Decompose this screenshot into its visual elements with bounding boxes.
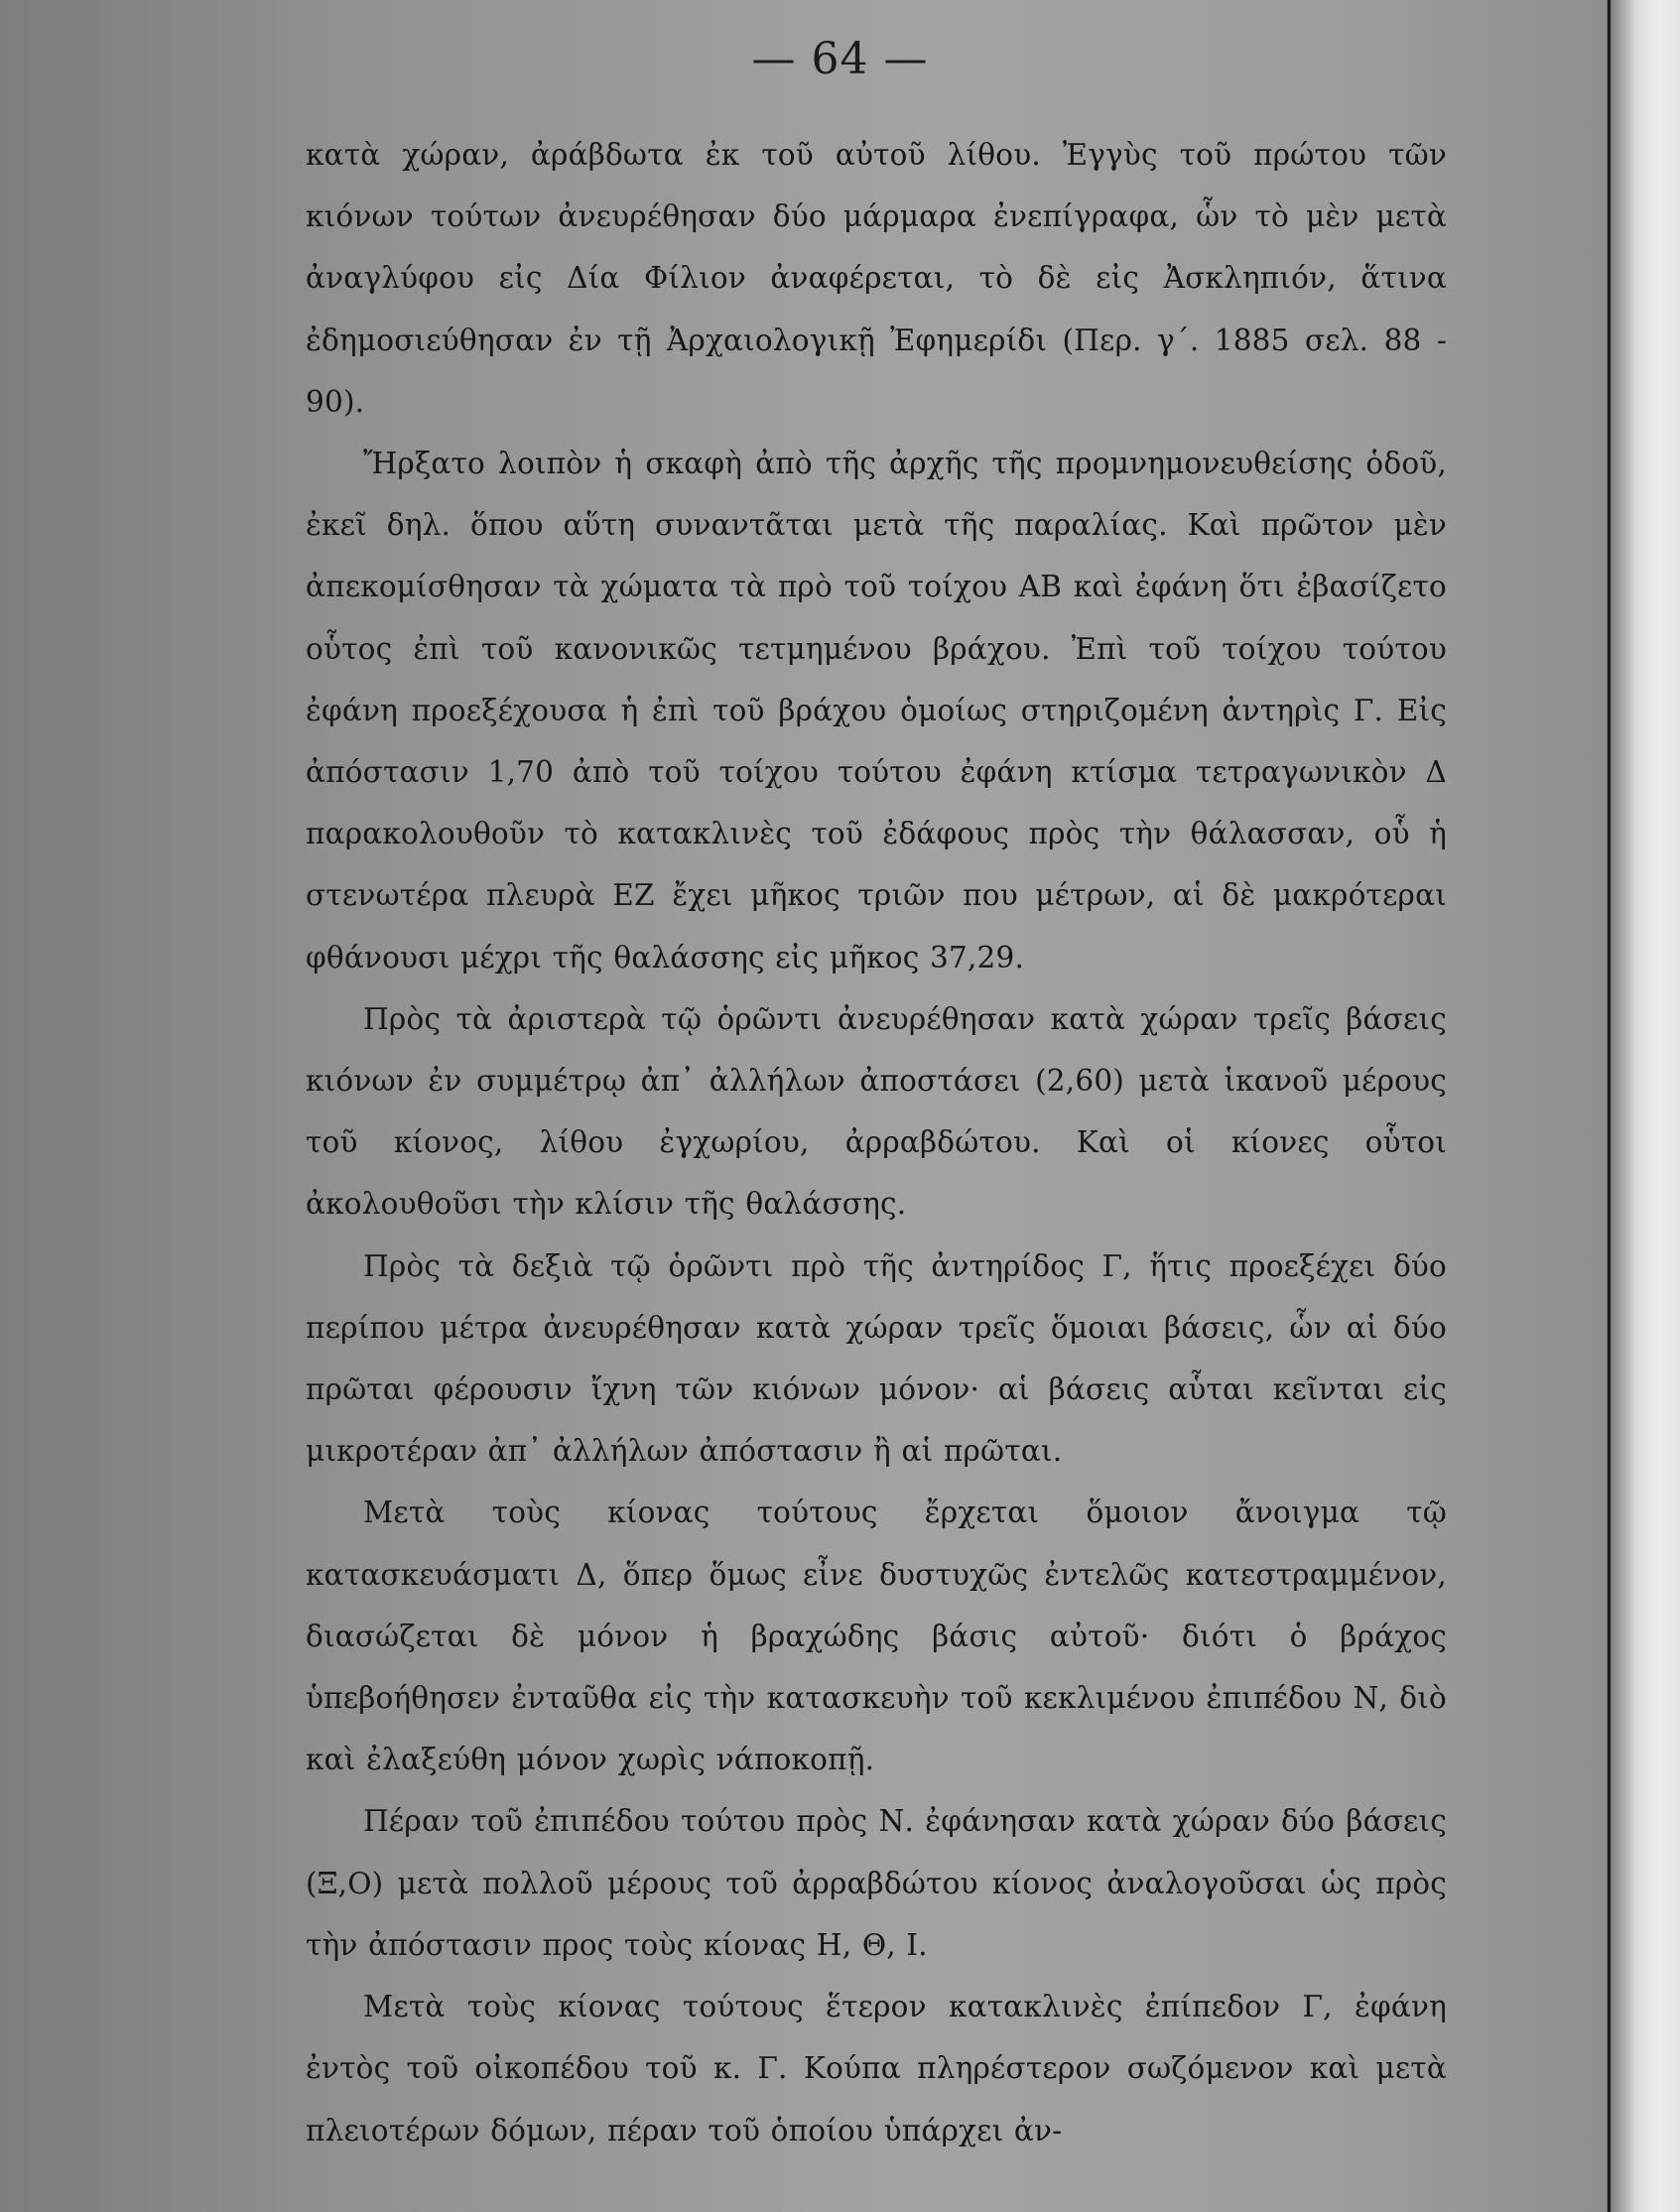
- paragraph: Μετὰ τοὺς κίονας τούτους ἕτερον κατακλινὲς ἐπίπεδον Γ, ἐφάνη ἐντὸς τοῦ οἰκοπέδου τοῦ κ. Γ. Κούπα πληρέστερον σωζόμενον καὶ μετὰ πλειοτέρων δόμων, πέραν τοῦ ὁποίου ὑπάρχει ἀν-: [306, 1990, 1447, 2147]
- binding-edge: [1608, 0, 1611, 2212]
- body-text: [306, 124, 1447, 2161]
- page-gutter: [1607, 0, 1680, 2212]
- paragraph: κατὰ χώραν, ἀράβδωτα ἐκ τοῦ αὐτοῦ λίθου. Ἐγγὺς τοῦ πρώτου τῶν κιόνων τούτων ἀνευρέθησαν δύο μάρμαρα ἐνεπίγραφα, ὧν τὸ μὲν μετὰ ἀναγλύφου εἰς Δία Φίλιον ἀναφέρεται, τὸ δὲ εἰς Ἀσκληπιόν, ἅτινα ἐδημοσιεύθησαν ἐν τῇ Ἀρχαιολογικῇ Ἐφημερίδι (Περ. γ΄. 1885 σελ. 88 - 90).: [306, 138, 1447, 419]
- page-number: — 64 —: [751, 34, 929, 84]
- paragraph: Πρὸς τὰ δεξιὰ τῷ ὁρῶντι πρὸ τῆς ἀντηρίδος Γ, ἥτις προεξέχει δύο περίπου μέτρα ἀνευρέθησαν κατὰ χώραν τρεῖς ὅμοιαι βάσεις, ὧν αἱ δύο πρῶται φέρουσιν ἴχνη τῶν κιόνων μόνον· αἱ βάσεις αὗται κεῖνται εἰς μικροτέραν ἀπ᾽ ἀλλήλων ἀπόστασιν ἢ αἱ πρῶται.: [306, 1248, 1447, 1469]
- paragraph: Μετὰ τοὺς κίονας τούτους ἔρχεται ὅμοιον ἄνοιγμα τῷ κατασκευάσματι Δ, ὅπερ ὅμως εἶνε δυστυχῶς ἐντελῶς κατεστραμμένον, διασώζεται δὲ μόνον ἡ βραχώδης βάσις αὐτοῦ· διότι ὁ βράχος ὑπεβοήθησεν ἐνταῦθα εἰς τὴν κατασκευὴν τοῦ κεκλιμένου ἐπιπέδου Ν, διὸ καὶ ἐλαξεύθη μόνον χωρὶς νάποκοπῇ.: [306, 1496, 1447, 1777]
- paragraph: Πέραν τοῦ ἐπιπέδου τούτου πρὸς Ν. ἐφάνησαν κατὰ χώραν δύο βάσεις (Ξ,Ο) μετὰ πολλοῦ μέρους τοῦ ἀρραβδώτου κίονος ἀναλογοῦσαι ὡς πρὸς τὴν ἀπόστασιν προς τοὺς κίονας Η, Θ, Ι.: [306, 1804, 1447, 1962]
- paragraph: Πρὸς τὰ ἀριστερὰ τῷ ὁρῶντι ἀνευρέθησαν κατὰ χώραν τρεῖς βάσεις κιόνων ἐν συμμέτρῳ ἀπ᾽ ἀλλήλων ἀποστάσει (2,60) μετὰ ἱκανοῦ μέρους τοῦ κίονος, λίθου ἐγχωρίου, ἀρραβδώτου. Καὶ οἱ κίονες οὗτοι ἀκολουθοῦσι τὴν κλίσιν τῆς θαλάσσης.: [306, 1001, 1447, 1222]
- paragraph: Ἤρξατο λοιπὸν ἡ σκαφὴ ἀπὸ τῆς ἀρχῆς τῆς προμνημονευθείσης ὁδοῦ, ἐκεῖ δηλ. ὅπου αὕτη συναντᾶται μετὰ τῆς παραλίας. Καὶ πρῶτον μὲν ἀπεκομίσθησαν τὰ χώματα τὰ πρὸ τοῦ τοίχου ΑΒ καὶ ἐφάνη ὅτι ἐβασίζετο οὗτος ἐπὶ τοῦ κανονικῶς τετμημένου βράχου. Ἐπὶ τοῦ τοίχου τούτου ἐφάνη προεξέχουσα ἡ ἐπὶ τοῦ βράχου ὁμοίως στηριζομένη ἀντηρὶς Γ. Εἰς ἀπόστασιν 1,70 ἀπὸ τοῦ τοίχου τούτου ἐφάνη κτίσμα τετραγωνικὸν Δ παρακολουθοῦν τὸ κατακλινὲς τοῦ ἐδάφους πρὸς τὴν θάλασσαν, οὗ ἡ στενωτέρα πλευρὰ ΕΖ ἔχει μῆκος τριῶν που μέτρων, αἱ δὲ μακρότεραι φθάνουσι μέχρι τῆς θαλάσσης εἰς μῆκος 37,29.: [306, 447, 1447, 975]
